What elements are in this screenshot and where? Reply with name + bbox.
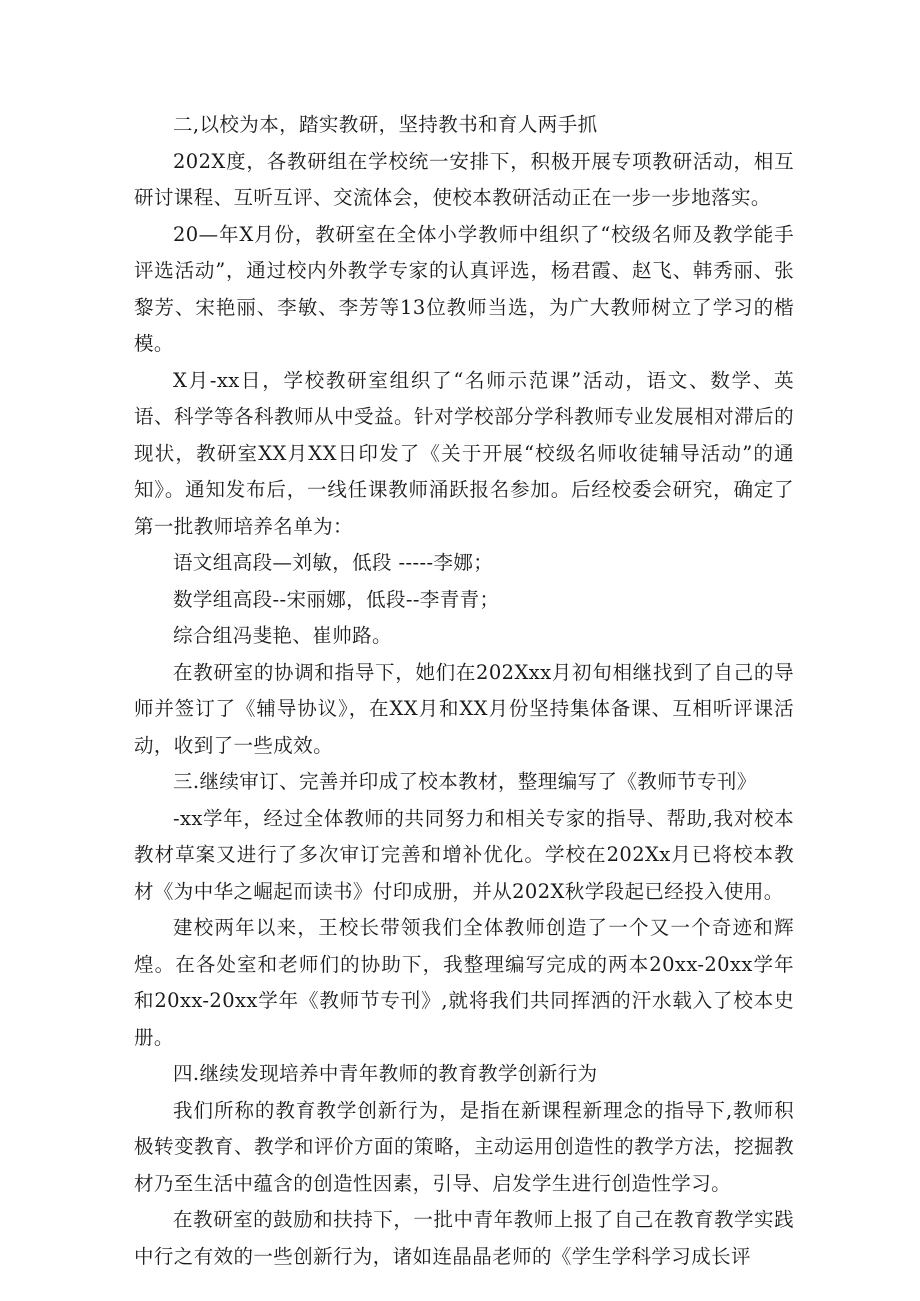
paragraph: 我们所称的教育教学创新行为，是指在新课程新理念的指导下,教师积极转变教育、教学和评价方面的策略，主动运用创造性的教学方法，挖掘教材乃至生活中蕴含的创造性因素，引导、启发学生进行创造性学习。 [134, 1098, 794, 1195]
list-item: 语文组高段—刘敏，低段 -----李娜； [173, 551, 494, 574]
paragraph: 在教研室的协调和指导下，她们在202Xxx月初旬相继找到了自己的导师并签订了《辅导协议》，在XX月和XX月份坚持集体备课、互相听评课活动，收到了一些成效。 [134, 660, 794, 757]
section-heading-4: 四.继续发现培养中青年教师的教育教学创新行为 [173, 1062, 598, 1085]
paragraph: 202X度，各教研组在学校统一安排下，积极开展专项教研活动，相互研讨课程、互听互评、交流体会，使校本教研活动正在一步一步地落实。 [134, 149, 794, 209]
list-item: 数学组高段--宋丽娜，低段--李青青； [173, 587, 500, 611]
paragraph: 20—年X月份，教研室在全体小学教师中组织了“校级名师及教学能手评选活动”，通过校内外教学专家的认真评选，杨君霞、赵飞、韩秀丽、张黎芳、宋艳丽、李敏、李芳等13位教师当选，为广大教师树立了学习的楷模。 [134, 222, 794, 355]
list-item: 综合组冯斐艳、崔帅路。 [173, 624, 392, 647]
paragraph: -xx学年，经过全体教师的共同努力和相关专家的指导、帮助,我对校本教材草案又进行了多次审订完善和增补优化。学校在202Xx月已将校本教材《为中华之崛起而读书》付印成册，并从202X秋学段起已经投入使用。 [134, 806, 794, 903]
paragraph: X月-xx日，学校教研室组织了“名师示范课”活动，语文、数学、英语、科学等各科教师从中受益。针对学校部分学科教师专业发展相对滞后的现状，教研室XX月XX日印发了《关于开展“校级名师收徒辅导活动”的通知》。通知发布后，一线任课教师涌跃报名参加。后经校委会研究，确定了第一批教师培养名单为： [134, 368, 794, 538]
section-heading-2: 二,以校为本，踏实教研，坚持教书和育人两手抓 [173, 113, 598, 136]
paragraph: 在教研室的鼓励和扶持下，一批中青年教师上报了自己在教育教学实践中行之有效的一些创新行为，诸如连晶晶老师的《学生学科学习成长评 [134, 1208, 794, 1268]
section-heading-3: 三.继续审订、完善并印成了校本教材，整理编写了《教师节专刊》 [173, 770, 757, 793]
document-body [134, 107, 794, 1275]
paragraph: 建校两年以来，王校长带领我们全体教师创造了一个又一个奇迹和辉煌。在各处室和老师们的协助下，我整理编写完成的两本20xx-20xx学年和20xx-20xx学年《教师节专刊》,就将我们共同挥洒的汗水载入了校本史册。 [134, 916, 794, 1049]
